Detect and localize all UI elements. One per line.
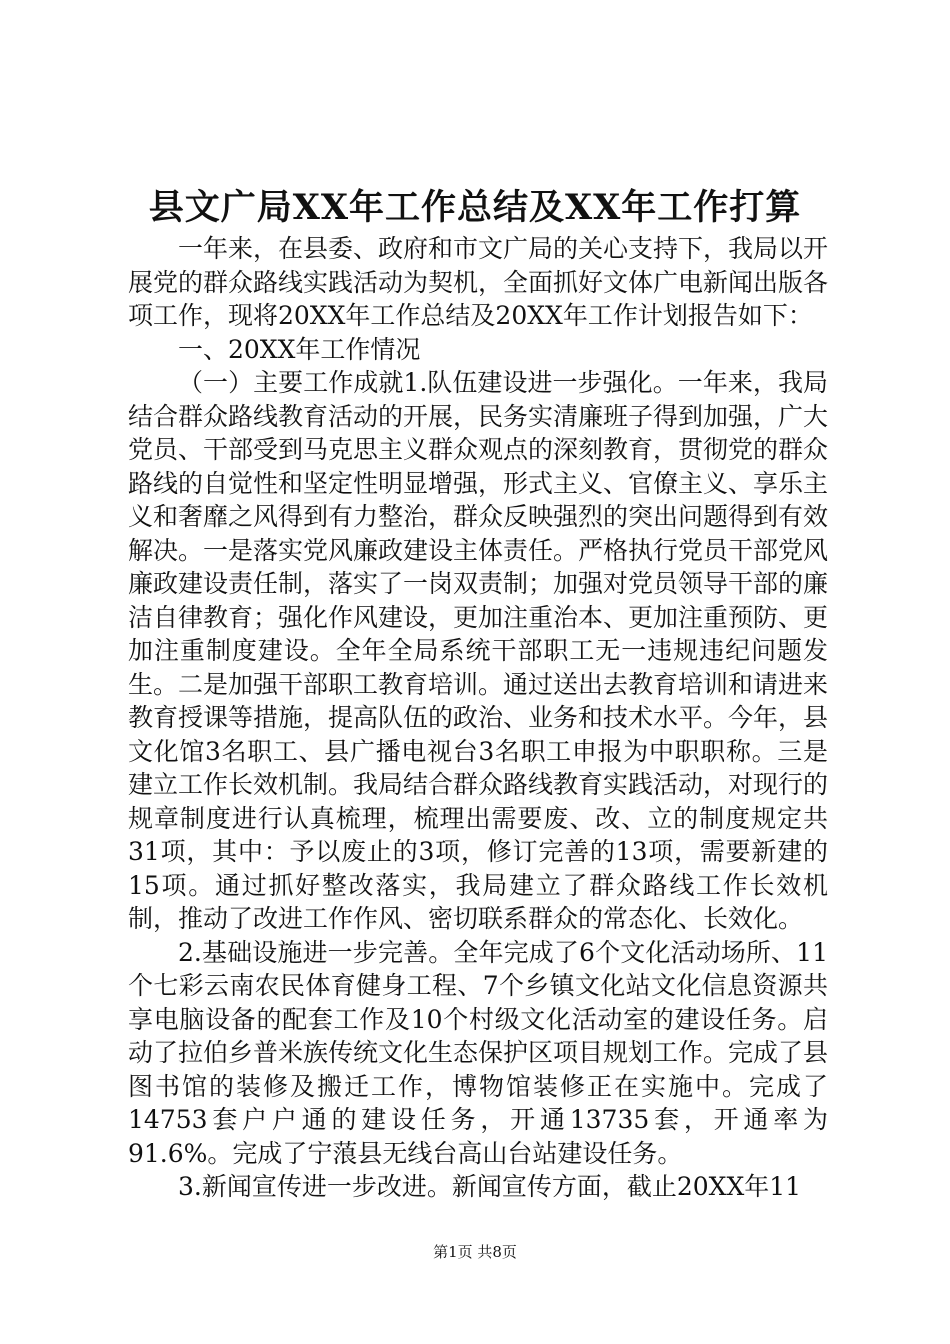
document-title: 县文广局XX年工作总结及XX年工作打算 xyxy=(148,187,802,228)
document-body xyxy=(128,232,828,1204)
intro-paragraph: 一年来，在县委、政府和市文广局的关心支持下，我局以开展党的群众路线实践活动为契机，全面抓好文体广电新闻出版各项工作，现将20XX年工作总结及20XX年工作计划报告如下： xyxy=(128,234,829,330)
news-paragraph: 3.新闻宣传进一步改进。新闻宣传方面，截止20XX年11 xyxy=(178,1172,802,1201)
achievement-paragraph: （一）主要工作成就1.队伍建设进一步强化。一年来，我局结合群众路线教育活动的开展，民务实清廉班子得到加强，广大党员、干部受到马克思主义群众观点的深刻教育，贯彻党的群众路线的自觉性和坚定性明显增强，形式主义、官僚主义、享乐主义和奢靡之风得到有力整治，群众反映强烈的突出问题得到有效解决。一是落实党风廉政建设主体责任。严格执行党员干部党风廉政建设责任制，落实了一岗双责制；加强对党员领导干部的廉洁自律教育；强化作风建设，更加注重治本、更加注重预防、更加注重制度建设。全年全局系统干部职工无一违规违纪问题发生。二是加强干部职工教育培训。通过送出去教育培训和请进来教育授课等措施，提高队伍的政治、业务和技术水平。今年，县文化馆3名职工、县广播电视台3名职工申报为中职职称。三是建立工作长效机制。我局结合群众路线教育实践活动，对现行的规章制度进行认真梳理，梳理出需要废、改、立的制度规定共31项，其中：予以废止的3项，修订完善的13项，需要新建的15项。通过抓好整改落实，我局建立了群众路线工作长效机制，推动了改进工作作风、密切联系群众的常态化、长效化。 xyxy=(128,368,829,933)
infrastructure-paragraph: 2.基础设施进一步完善。全年完成了6个文化活动场所、11个七彩云南农民体育健身工程、7个乡镇文化站文化信息资源共享电脑设备的配套工作及10个村级文化活动室的建设任务。启动了拉伯乡普米族传统文化生态保护区项目规划工作。完成了县图书馆的装修及搬迁工作，博物馆装修正在实施中。完成了14753套户户通的建设任务，开通13735套，开通率为91.6%。完成了宁蒗县无线台高山台站建设任务。 xyxy=(128,937,829,1168)
page-footer: 第1页 共8页 xyxy=(433,1243,517,1261)
section-heading: 一、20XX年工作情况 xyxy=(178,334,421,364)
